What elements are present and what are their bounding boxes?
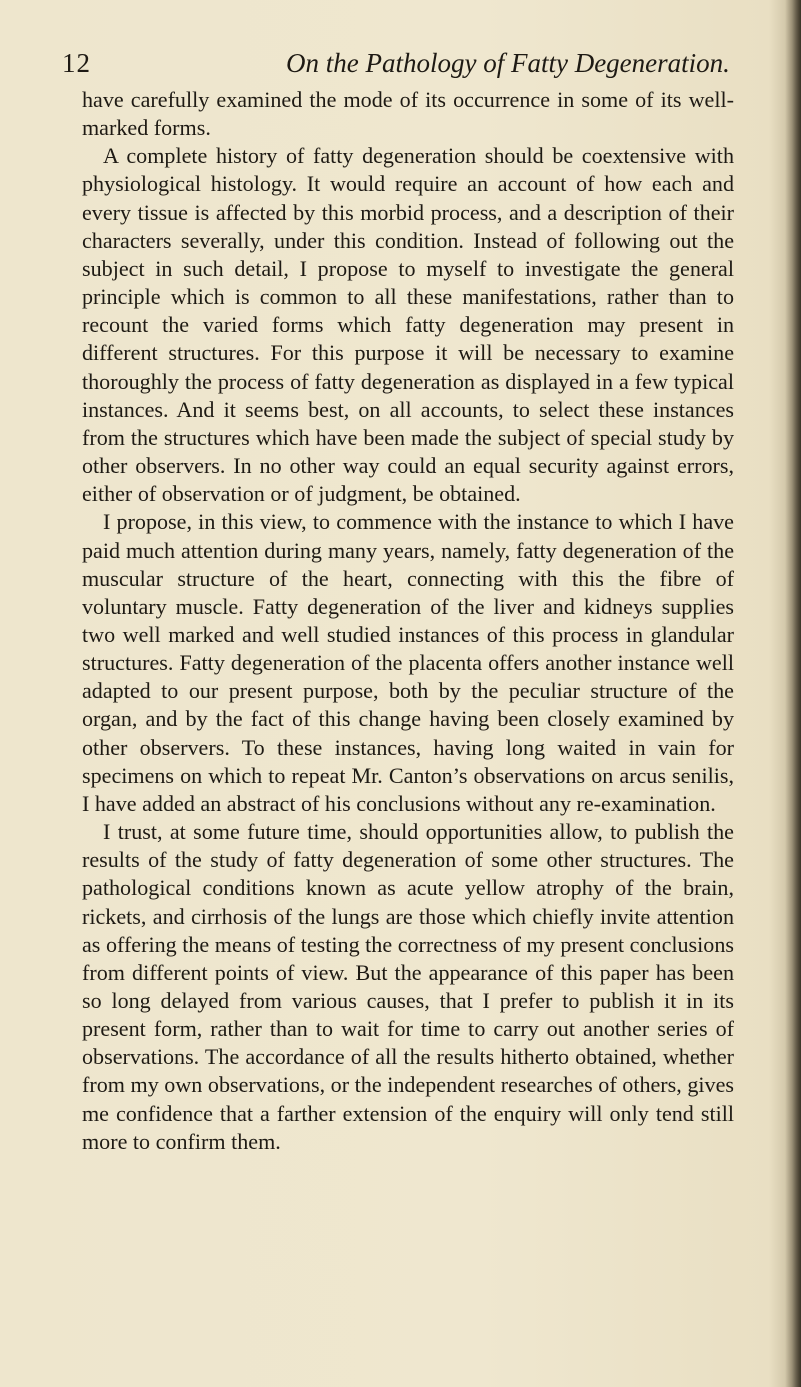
running-title: On the Pathology of Fatty Degeneration. (286, 48, 730, 78)
paragraph: A complete history of fatty degeneration should be coextensive with physiological histology. It would require an account of how each and every tissue is affected by this morbid process, and a description of their characters severally, under this condition. Instead of following out the subject in such detail, I propose to myself to investigate the general principle which is common to all these manifestations, rather than to recount the varied forms which fatty degeneration may present in different structures. For this purpose it will be necessary to examine thoroughly the process of fatty degeneration as displayed in a few typical instances. And it seems best, on all accounts, to select these instances from the structures which have been made the subject of special study by other observers. In no other way could an equal security against errors, either of observation or of judgment, be obtained. (82, 143, 734, 507)
page-edge-shadow (785, 0, 801, 1387)
paragraph-continued: have carefully examined the mode of its occurrence in some of its well-marked forms. (82, 87, 734, 141)
paragraph: I trust, at some future time, should opportunities allow, to publish the results of the study of fatty degeneration of some other structures. The pathological conditions known as acute yellow atrophy of the brain, rickets, and cirrhosis of the lungs are those which chiefly invite attention as offering the means of testing the correctness of my present conclusions from different points of view. But the appearance of this paper has been so long delayed from various causes, that I prefer to publish it in its present form, rather than to wait for time to carry out another series of observations. The accordance of all the results hitherto obtained, whether from my own observations, or the independent researches of others, gives me confidence that a farther extension of the enquiry will only tend still more to confirm them. (82, 819, 734, 1154)
page-number: 12 (62, 48, 91, 78)
body-text (82, 86, 734, 1156)
paragraph: I propose, in this view, to commence with the instance to which I have paid much attention during many years, namely, fatty degeneration of the muscular structure of the heart, connecting with this the fibre of voluntary muscle. Fatty degeneration of the liver and kidneys supplies two well marked and well studied instances of this process in glandular structures. Fatty degeneration of the placenta offers another instance well adapted to our present purpose, both by the peculiar structure of the organ, and by the fact of this change having been closely examined by other observers. To these instances, having long waited in vain for specimens on which to repeat Mr. Canton’s observations on arcus senilis, I have added an abstract of his conclusions without any re-examination. (82, 509, 734, 816)
page-header (62, 48, 742, 88)
